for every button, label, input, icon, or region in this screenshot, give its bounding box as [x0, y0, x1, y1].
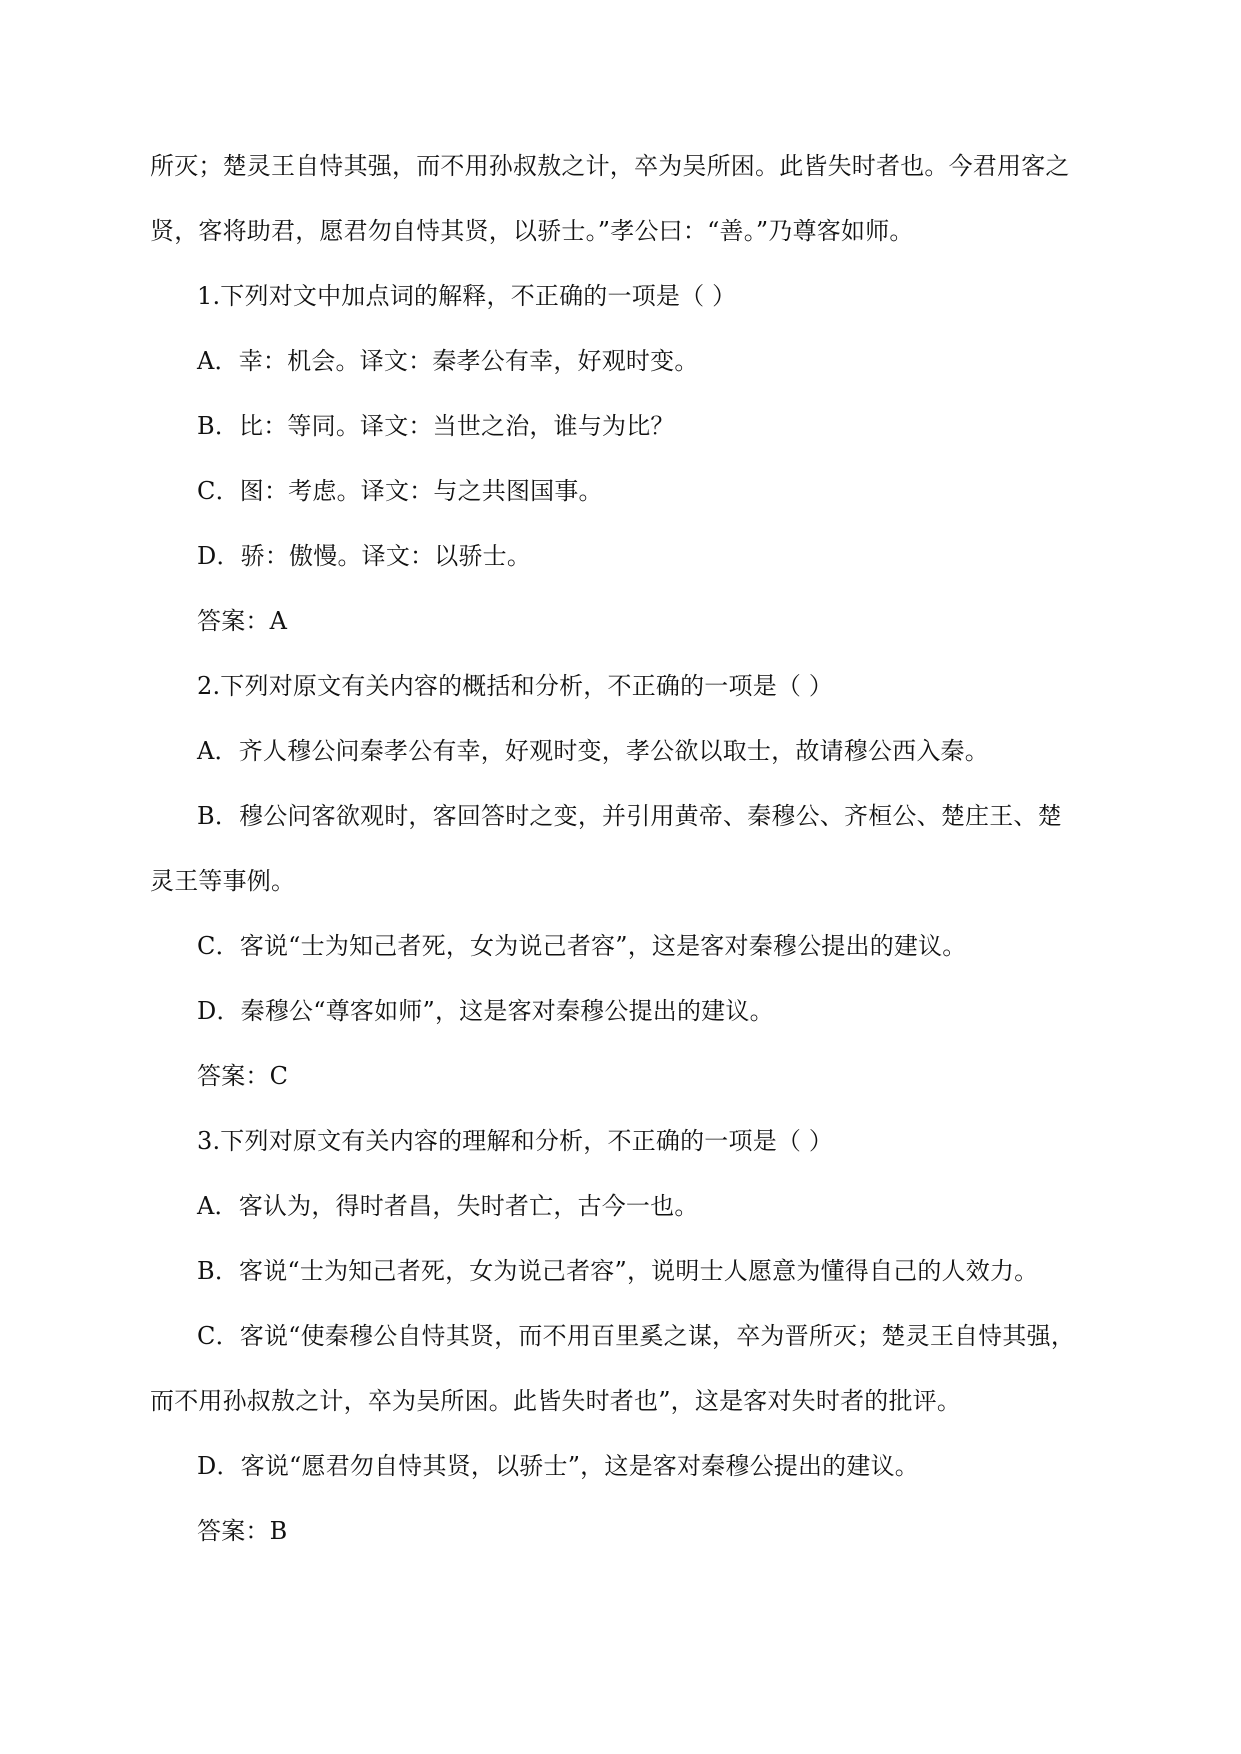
question-1-option-c: C．图：考虑。译文：与之共图国事。	[197, 477, 603, 505]
question-1-option-d: D．骄：傲慢。译文：以骄士。	[197, 542, 532, 570]
question-1-option-b: B．比：等同。译文：当世之治，谁与为比？	[197, 412, 675, 440]
question-2-stem: 2.下列对原文有关内容的概括和分析，不正确的一项是（ ）	[197, 672, 834, 700]
question-1-stem: 1.下列对文中加点词的解释，不正确的一项是（ ）	[197, 282, 737, 310]
question-2-answer: 答案：C	[197, 1062, 289, 1090]
question-2-option-a: A．齐人穆公问秦孝公有幸，好观时变，孝公欲以取士，故请穆公西入秦。	[197, 737, 989, 765]
question-3-option-a: A．客认为，得时者昌，失时者亡，古今一也。	[197, 1192, 699, 1220]
question-3-option-b: B．客说“士为知己者死，女为说己者容”，说明士人愿意为懂得自己的人效力。	[197, 1257, 1039, 1285]
question-3-stem: 3.下列对原文有关内容的理解和分析，不正确的一项是（ ）	[197, 1127, 834, 1155]
question-3-option-d: D．客说“愿君勿自恃其贤，以骄士”，这是客对秦穆公提出的建议。	[197, 1452, 919, 1480]
question-2-option-b-continued: 灵王等事例。	[150, 867, 296, 895]
passage-line: 贤，客将助君，愿君勿自恃其贤，以骄士。”孝公曰：“善。”乃尊客如师。	[150, 217, 914, 245]
passage-line: 所灭；楚灵王自恃其强，而不用孙叔敖之计，卒为吴所困。此皆失时者也。今君用客之	[150, 152, 1070, 180]
question-2-option-d: D．秦穆公“尊客如师”，这是客对秦穆公提出的建议。	[197, 997, 774, 1025]
question-1-answer: 答案：A	[197, 607, 288, 635]
question-2-option-b: B．穆公问客欲观时，客回答时之变，并引用黄帝、秦穆公、齐桓公、楚庄王、楚	[197, 802, 1062, 830]
question-3-option-c: C．客说“使秦穆公自恃其贤，而不用百里奚之谋，卒为晋所灭；楚灵王自恃其强，	[197, 1322, 1076, 1350]
question-1-option-a: A．幸：机会。译文：秦孝公有幸，好观时变。	[197, 347, 699, 375]
question-2-option-c: C．客说“士为知己者死，女为说己者容”，这是客对秦穆公提出的建议。	[197, 932, 967, 960]
question-3-option-c-continued: 而不用孙叔敖之计，卒为吴所困。此皆失时者也”，这是客对失时者的批评。	[150, 1387, 962, 1415]
question-3-answer: 答案：B	[197, 1517, 288, 1545]
